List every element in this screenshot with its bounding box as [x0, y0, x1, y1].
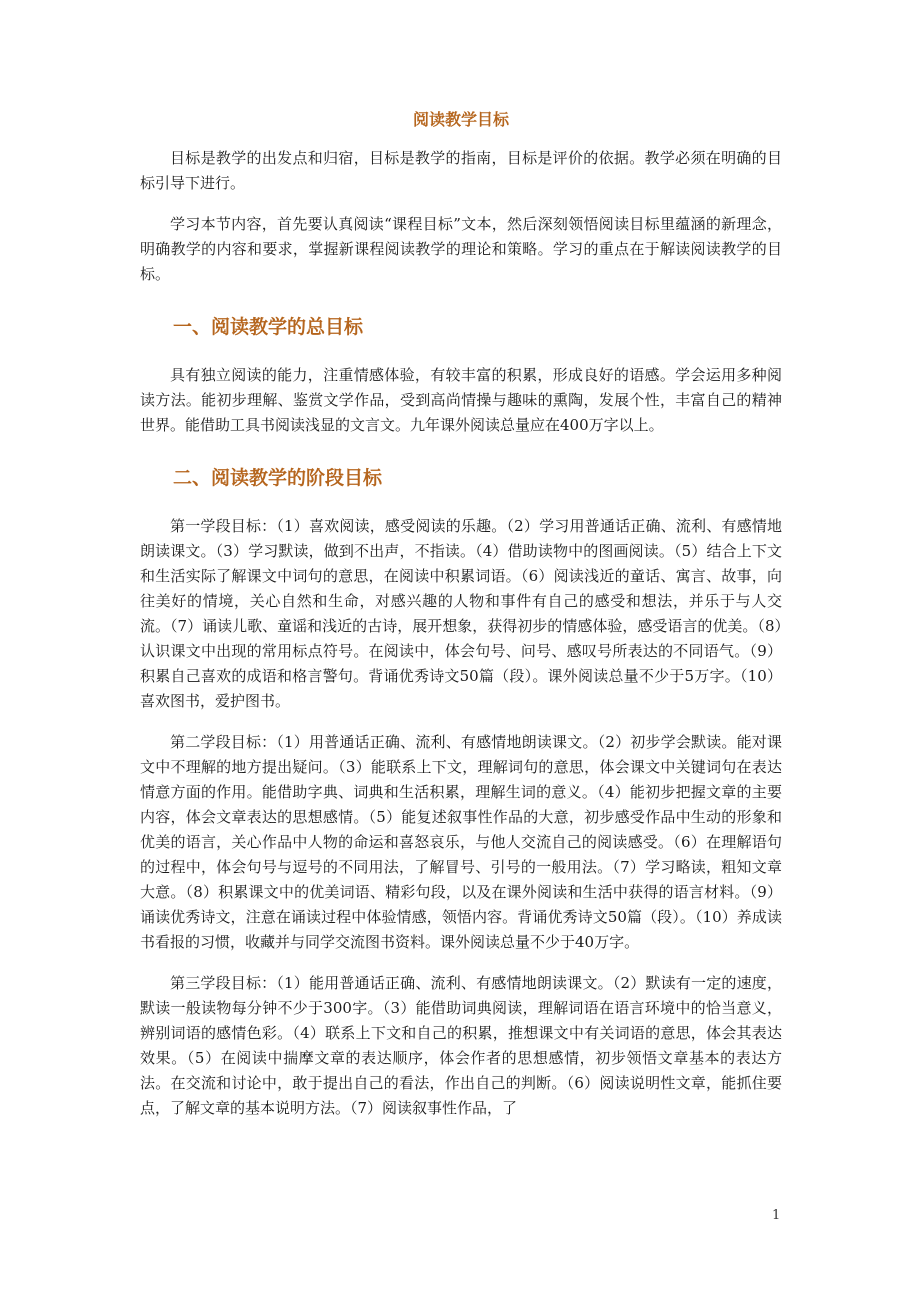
page-number: 1 — [772, 1208, 781, 1223]
intro-paragraph-2: 学习本节内容，首先要认真阅读“课程目标”文本，然后深刻领悟阅读目标里蕴涵的新理念，明确教学的内容和要求，掌握新课程阅读教学的理论和策略。学习的重点在于解读阅读教学的目标。 — [140, 215, 782, 283]
document-title: 阅读教学目标 — [412, 110, 509, 129]
document-body — [140, 108, 782, 1137]
section-heading-stage-goals: 二、阅读教学的阶段目标 — [173, 467, 383, 489]
stage-one-paragraph: 第一学段目标：（1）喜欢阅读，感受阅读的乐趣。（2）学习用普通话正确、流利、有感情地朗读课文。（3）学习默读，做到不出声，不指读。（4）借助读物中的图画阅读。（5）结合上下文和生活实际了解课文中词句的意思，在阅读中积累词语。（6）阅读浅近的童话、寓言、故事，向往美好的情境，关心自然和生命，对感兴趣的人物和事件有自己的感受和想法，并乐于与人交流。（7）诵读儿歌、童谣和浅近的古诗，展开想象，获得初步的情感体验，感受语言的优美。（8）认识课文中出现的常用标点符号。在阅读中，体会句号、问号、感叹号所表达的不同语气。（9）积累自己喜欢的成语和格言警句。背诵优秀诗文50篇（段）。课外阅读总量不少于5万字。（10）喜欢图书，爱护图书。 — [140, 517, 782, 710]
stage-two-paragraph: 第二学段目标：（1）用普通话正确、流利、有感情地朗读课文。（2）初步学会默读。能对课文中不理解的地方提出疑问。（3）能联系上下文，理解词句的意思，体会课文中关键词句在表达情意方面的作用。能借助字典、词典和生活积累，理解生词的意义。（4）能初步把握文章的主要内容，体会文章表达的思想感情。（5）能复述叙事性作品的大意，初步感受作品中生动的形象和优美的语言，关心作品中人物的命运和喜怒哀乐，与他人交流自己的阅读感受。（6）在理解语句的过程中，体会句号与逗号的不同用法，了解冒号、引号的一般用法。（7）学习略读，粗知文章大意。（8）积累课文中的优美词语、精彩句段，以及在课外阅读和生活中获得的语言材料。（9）诵读优秀诗文，注意在诵读过程中体验情感，领悟内容。背诵优秀诗文50篇（段）。（10）养成读书看报的习惯，收藏并与同学交流图书资料。课外阅读总量不少于40万字。 — [140, 733, 782, 951]
intro-paragraph-1: 目标是教学的出发点和归宿，目标是教学的指南，目标是评价的依据。教学必须在明确的目标引导下进行。 — [140, 149, 782, 192]
overall-goal-paragraph: 具有独立阅读的能力，注重情感体验，有较丰富的积累，形成良好的语感。学会运用多种阅读方法。能初步理解、鉴赏文学作品，受到高尚情操与趣味的熏陶，发展个性，丰富自己的精神世界。能借助工具书阅读浅显的文言文。九年课外阅读总量应在400万字以上。 — [140, 366, 782, 434]
section-heading-overall-goal: 一、阅读教学的总目标 — [173, 316, 364, 338]
stage-three-paragraph: 第三学段目标：（1）能用普通话正确、流利、有感情地朗读课文。（2）默读有一定的速度，默读一般读物每分钟不少于300字。（3）能借助词典阅读，理解词语在语言环境中的恰当意义，辨别词语的感情色彩。（4）联系上下文和自己的积累，推想课文中有关词语的意思，体会其表达效果。（5）在阅读中揣摩文章的表达顺序，体会作者的思想感情，初步领悟文章基本的表达方法。在交流和讨论中，敢于提出自己的看法，作出自己的判断。（6）阅读说明性文章，能抓住要点，了解文章的基本说明方法。（7）阅读叙事性作品，了 — [140, 974, 782, 1117]
